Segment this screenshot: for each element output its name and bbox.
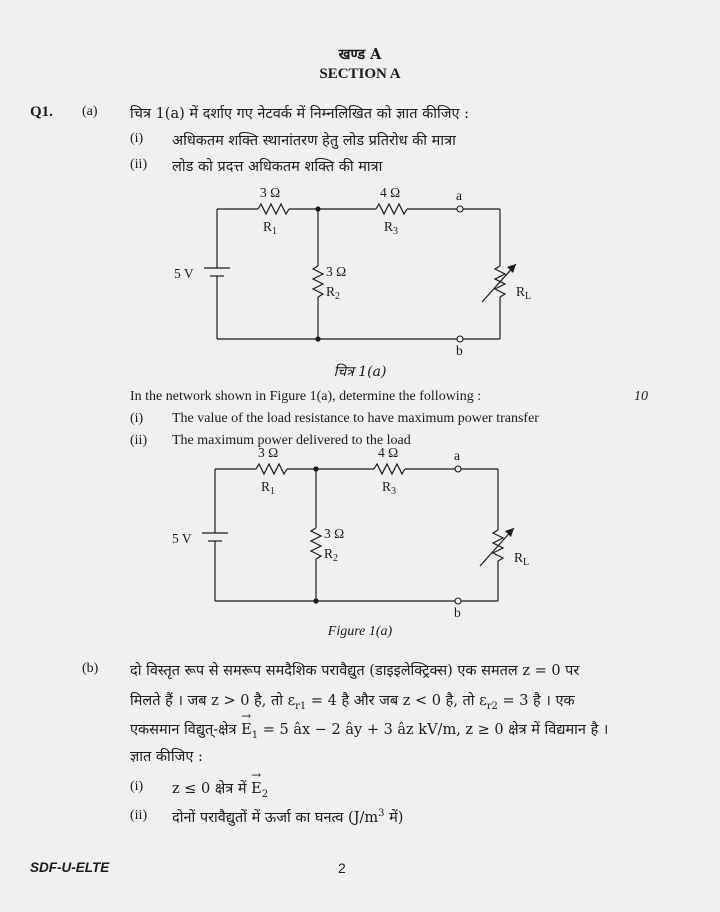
part-b-line4: ज्ञात कीजिए :	[130, 749, 203, 765]
part-a-hindi-intro: चित्र 1(a) में दर्शाए गए नेटवर्क में निम्नलिखित को ज्ञात कीजिए :	[130, 106, 469, 122]
hindi-item-num: (ii)	[130, 157, 148, 172]
r3-value: 4 Ω	[380, 185, 401, 200]
part-a-english-intro: In the network shown in Figure 1(a), determine the following :	[130, 389, 482, 404]
section-title-hindi: खण्ड A	[338, 46, 382, 63]
figure-caption-english: Figure 1(a)	[327, 624, 393, 639]
node-b: b	[456, 343, 463, 358]
part-b-item-text: दोनों परावैद्युतों में ऊर्जा का घनत्व ($J/m^3$ में)	[172, 808, 404, 826]
source-label: 5 V	[174, 266, 194, 281]
r2-value: 3 Ω	[324, 526, 345, 541]
node-a: a	[454, 448, 460, 463]
r1-value: 3 Ω	[260, 185, 281, 200]
hindi-item-text: लोड को प्रदत्त अधिकतम शक्ति की मात्रा	[172, 159, 383, 175]
r2-label: $R_2$	[324, 546, 339, 564]
part-b-label: (b)	[82, 661, 99, 676]
node-b: b	[454, 605, 461, 620]
english-item-text: The maximum power delivered to the load	[172, 433, 411, 448]
english-item-num: (i)	[130, 411, 144, 426]
part-b-item-text: z ≤ 0 क्षेत्र में → $E_2$	[172, 778, 268, 800]
r2-value: 3 Ω	[326, 264, 347, 279]
section-title-english: SECTION A	[319, 66, 401, 82]
r1-label: $R_1$	[261, 479, 276, 497]
hindi-item-num: (i)	[130, 131, 144, 146]
circuit-diagram-hindi	[160, 180, 532, 360]
circuit-diagram-english	[158, 440, 530, 620]
r3-label: $R_3$	[384, 219, 399, 237]
r1-label: $R_1$	[263, 219, 278, 237]
node-a: a	[456, 188, 462, 203]
part-b-line2: मिलते हैं । जब z > 0 है, तो $\varepsilon_{r1} = 4$ है और जब z < 0 है, तो $\varepsilon_{r2} = 3$ है । एक	[130, 693, 575, 712]
question-number: Q1.	[30, 104, 53, 120]
rl-label: $R_L$	[514, 550, 530, 568]
part-b-item-num: (i)	[130, 779, 144, 794]
english-item-text: The value of the load resistance to have maximum power transfer	[172, 411, 539, 426]
source-label: 5 V	[172, 531, 192, 546]
page-number: 2	[338, 860, 346, 876]
r3-label: $R_3$	[382, 479, 397, 497]
part-b-item-num: (ii)	[130, 808, 148, 823]
part-b-line3: एकसमान विद्युत्-क्षेत्र → $E_1 = 5$ âx − 2 ây + 3 âz kV/m, z ≥ 0 क्षेत्र में विद्यमान है ।	[130, 719, 608, 741]
figure-caption-hindi: चित्र 1(a)	[333, 364, 387, 380]
english-item-num: (ii)	[130, 433, 148, 448]
marks: 10	[634, 389, 648, 404]
paper-code: SDF-U-ELTE	[30, 860, 110, 875]
r1-value: 3 Ω	[258, 445, 279, 460]
rl-label: $R_L$	[516, 284, 532, 302]
r3-value: 4 Ω	[378, 445, 399, 460]
part-a-label: (a)	[82, 104, 98, 119]
hindi-item-text: अधिकतम शक्ति स्थानांतरण हेतु लोड प्रतिरोध की मात्रा	[172, 133, 456, 149]
r2-label: $R_2$	[326, 284, 341, 302]
part-b-line1: दो विस्तृत रूप से समरूप समदैशिक परावैद्युत (डाइइलेक्ट्रिक्स) एक समतल z = 0 पर	[130, 663, 580, 679]
